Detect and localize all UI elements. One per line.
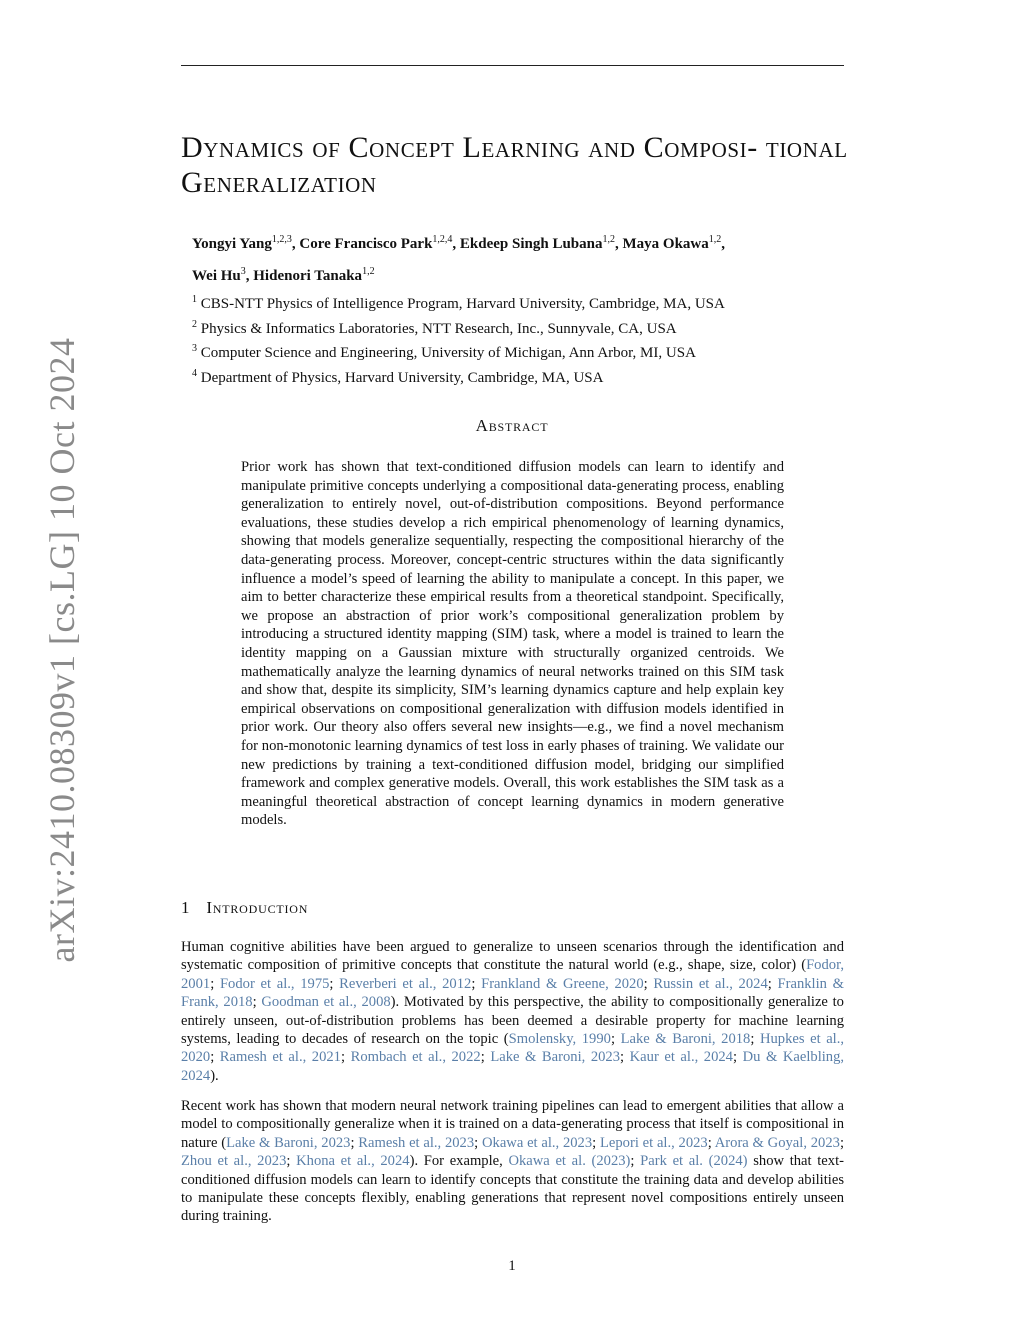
paragraph-text: ). For example, <box>409 1153 509 1170</box>
author: Ekdeep Singh Lubana$^{1,2}$, <box>459 234 623 252</box>
paragraph-text: ; <box>210 975 220 992</box>
citation-link[interactable]: Park et al. (2024) <box>640 1153 748 1170</box>
citation-link[interactable]: Kaur et al., 2024 <box>629 1049 733 1066</box>
citation-link[interactable]: Rombach et al., 2022 <box>350 1049 481 1066</box>
paragraph-text: ; <box>350 1134 359 1151</box>
paragraph-text: ; <box>620 1049 630 1066</box>
page-number: 1 <box>508 1258 516 1274</box>
affiliation: $^3$ Computer Science and Engineering, University of Michigan, Ann Arbor, MI, USA <box>192 343 696 361</box>
paragraph-text: ; <box>732 1049 743 1066</box>
paragraph-text: Recent work has shown that modern neural network training pipelines can lead to emergent abilities that allow a model to compositionally generalize when it is trained on a data-generating process that itself is compositional in nature ( <box>181 1098 844 1151</box>
citation-link[interactable]: Reverberi et al., 2012 <box>339 975 472 992</box>
section-number: 1 <box>181 898 191 917</box>
paragraph-text: ; <box>839 1134 844 1151</box>
citation-link[interactable]: Lepori et al., 2023 <box>599 1134 708 1151</box>
citation-link[interactable]: Hupkes et al., 2020 <box>181 1031 845 1066</box>
abstract-heading: Abstract <box>475 416 549 435</box>
paragraph-text: ; <box>630 1153 641 1170</box>
paragraph-text: ; <box>643 975 654 992</box>
author: Maya Okawa$^{1,2}$, <box>622 234 725 252</box>
citation-link[interactable]: Ramesh et al., 2021 <box>219 1049 341 1066</box>
paragraph-text: ). <box>210 1067 219 1084</box>
paragraph-text: show that text-conditioned diffusion models can learn to identify concepts that constitute the training data and develop abilities to manipulate these concepts flexibly, enabling generations that represent novel compositions entirely unseen during training. <box>181 1153 844 1225</box>
citation-link[interactable]: Fodor, 2001 <box>181 957 844 992</box>
paragraph-text: ; <box>329 975 340 992</box>
affiliation: $^1$ CBS-NTT Physics of Intelligence Program, Harvard University, Cambridge, MA, USA <box>192 294 725 312</box>
paragraph-text: ; <box>767 975 778 992</box>
citation-link[interactable]: Franklin & Frank, 2018 <box>181 975 844 1011</box>
citation-link[interactable]: Khona et al., 2024 <box>296 1153 410 1170</box>
author: Hidenori Tanaka$^{1,2}$ <box>253 266 375 284</box>
citation-link[interactable]: Frankland & Greene, 2020 <box>481 975 644 992</box>
citation-link[interactable]: Lake & Baroni, 2023 <box>226 1134 351 1151</box>
paragraph-text: ; <box>750 1031 760 1048</box>
author: Yongyi Yang$^{1,2,3}$, <box>192 234 300 252</box>
author-list <box>192 226 852 290</box>
paragraph-text: ; <box>610 1031 621 1048</box>
section-heading <box>181 898 308 918</box>
citation-link[interactable]: Lake & Baroni, 2023 <box>490 1049 621 1066</box>
paragraph-text: Human cognitive abilities have been argued to generalize to unseen scenarios through the identification and systematic composition of primitive concepts that constitute the natural world (e.g., shape, size, color) ( <box>181 939 844 974</box>
citation-link[interactable]: Ramesh et al., 2023 <box>358 1134 475 1151</box>
citation-link[interactable]: Goodman et al., 2008 <box>261 994 391 1011</box>
section-title: Introduction <box>206 898 309 917</box>
author: Core Francisco Park$^{1,2,4}$, <box>299 234 460 252</box>
abstract-text: Prior work has shown that text-conditioned diffusion models can learn to identify and manipulate primitive concepts underlying a compositional data-generating process, enabling generalization to entirely novel, out-of-distribution compositions. Beyond performance evaluations, these studies develop a rich empirical phenomenology of learning dynamics, showing that models generalize sequentially, respecting the compositional hierarchy of the data-generating process. Moreover, concept-centric structures within the data significantly influence a model’s speed of learning the ability to manipulate a concept. In this paper, we aim to better characterize these empirical results from a theoretical standpoint. Specifically, we propose an abstraction of prior work’s compositional generalization problem by introducing a structured identity mapping (SIM) task, where a model is trained to learn the identity mapping on a Gaussian mixture with structurally organized centroids. We mathematically analyze the learning dynamics of neural networks trained on this SIM task and show that, despite its simplicity, SIM’s learning dynamics capture and help explain key empirical observations on compositional generalization with diffusion models identified in prior work. Our theory also offers several new insights—e.g., we find a novel mechanism for non-monotonic learning dynamics of test loss in early phases of training. We validate our new predictions by training a text-conditioned diffusion model, bridging our simplified framework and complex generative models. Overall, this work establishes the SIM task as a meaningful theoretical abstraction of concept learning dynamics in modern generative models. <box>241 459 784 829</box>
paragraph-text: ; <box>707 1134 715 1151</box>
intro-paragraph-2 <box>181 1097 844 1226</box>
paragraph-text: ; <box>592 1134 600 1151</box>
citation-link[interactable]: Okawa et al., 2023 <box>481 1134 593 1151</box>
author: Wei Hu$^3$, <box>192 266 254 284</box>
citation-link[interactable]: Russin et al., 2024 <box>653 975 768 992</box>
citation-link[interactable]: Zhou et al., 2023 <box>181 1153 287 1170</box>
paragraph-text: ; <box>252 994 262 1011</box>
citation-link[interactable]: Du & Kaelbling, 2024 <box>181 1049 845 1084</box>
paragraph-text: ; <box>471 975 482 992</box>
paragraph-text: ; <box>480 1049 491 1066</box>
citation-link[interactable]: Fodor et al., 1975 <box>219 975 330 992</box>
citation-link[interactable]: Arora & Goyal, 2023 <box>714 1134 840 1151</box>
paragraph-text: ; <box>286 1153 297 1170</box>
arxiv-stamp[interactable]: arXiv:2410.08309v1 [cs.LG] 10 Oct 2024 <box>42 337 82 963</box>
affiliation-list <box>192 290 842 388</box>
citation-link[interactable]: Smolensky, 1990 <box>508 1031 611 1048</box>
citation-link[interactable]: Lake & Baroni, 2018 <box>620 1031 751 1048</box>
intro-paragraph-1 <box>181 938 844 1085</box>
affiliation: $^4$ Department of Physics, Harvard University, Cambridge, MA, USA <box>192 367 604 386</box>
paragraph-text: ; <box>474 1134 482 1151</box>
citation-link[interactable]: Okawa et al. (2023) <box>508 1153 631 1170</box>
paragraph-text: ; <box>340 1049 351 1066</box>
paragraph-text: ). Motivated by this perspective, the ability to compositionally generalize to entirely unseen, out-of-distribution problems has been deemed a desirable property for machine learning systems, leading to decades of research on the topic ( <box>181 994 844 1048</box>
affiliation: $^2$ Physics & Informatics Laboratories, NTT Research, Inc., Sunnyvale, CA, USA <box>192 318 677 337</box>
paragraph-text: ; <box>210 1049 220 1066</box>
header-rule <box>181 65 844 66</box>
paper-title: Dynamics of Concept Learning and Composi- tional Generalization <box>181 131 848 199</box>
